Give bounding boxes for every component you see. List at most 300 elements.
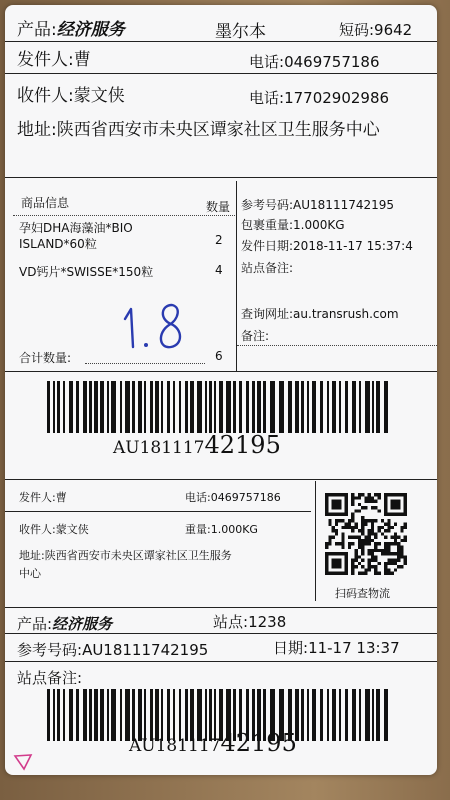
qr-module	[377, 496, 380, 499]
qr-module	[371, 496, 374, 499]
qr-module	[332, 503, 335, 506]
qr-module	[361, 552, 364, 555]
qr-module	[328, 536, 331, 539]
qr-module	[387, 523, 390, 526]
qr-module	[374, 542, 377, 545]
qr-module	[371, 506, 374, 509]
footer-station-label: 站点:	[213, 613, 249, 631]
stub-address-line2: 中心	[19, 567, 41, 580]
qr-caption: 扫码查物流	[335, 587, 390, 600]
qr-module	[325, 572, 328, 575]
footer-ref: AU18111742195	[82, 641, 209, 659]
qr-module	[391, 506, 394, 509]
qr-module	[332, 529, 335, 532]
qr-module	[391, 542, 394, 545]
qr-module	[397, 542, 400, 545]
qr-module	[384, 572, 387, 575]
qr-module	[325, 506, 328, 509]
qr-module	[397, 565, 400, 568]
stub-receiver-name: 蒙文侠	[55, 523, 89, 536]
dotted-divider	[237, 345, 437, 346]
qr-module	[374, 572, 377, 575]
qr-module	[328, 513, 331, 516]
qr-module	[332, 562, 335, 565]
qr-module	[345, 506, 348, 509]
qr-module	[397, 513, 400, 516]
item-2-name: VD钙片*SWISSE*150粒	[19, 265, 154, 279]
stub-phone: 0469757186	[210, 491, 281, 504]
qr-module	[377, 572, 380, 575]
qr-module	[345, 496, 348, 499]
qr-module	[394, 568, 397, 571]
qr-module	[364, 572, 367, 575]
qr-module	[325, 513, 328, 516]
qr-module	[348, 545, 351, 548]
qr-module	[371, 526, 374, 529]
sender-label: 发件人:	[17, 50, 74, 70]
qr-module	[364, 536, 367, 539]
qr-module	[358, 493, 361, 496]
qr-module	[384, 536, 387, 539]
stub-weight-label: 重量:	[185, 523, 211, 536]
footer-product-label: 产品:	[17, 615, 53, 633]
qr-module	[335, 513, 338, 516]
sender-phone-label: 电话:	[249, 53, 285, 71]
station-note-label: 站点备注:	[241, 261, 294, 275]
qr-module	[404, 536, 407, 539]
qr-module	[364, 519, 367, 522]
qr-module	[387, 572, 390, 575]
qr-module	[338, 542, 341, 545]
qr-module	[348, 519, 351, 522]
receiver-phone-field	[249, 87, 389, 108]
qr-module	[328, 539, 331, 542]
stub-sender-label: 发件人:	[19, 491, 56, 504]
qr-module	[325, 542, 328, 545]
qr-module	[335, 523, 338, 526]
qr-module	[374, 555, 377, 558]
qr-module	[374, 500, 377, 503]
stub-weight: 1.000KG	[210, 523, 258, 536]
qr-module	[384, 500, 387, 503]
footer-station-note-label: 站点备注:	[17, 669, 83, 687]
qr-module	[325, 503, 328, 506]
qr-module	[391, 513, 394, 516]
qr-module	[351, 493, 354, 496]
barcode-gap	[388, 689, 392, 741]
qr-module	[371, 539, 374, 542]
qr-module	[355, 565, 358, 568]
qr-module	[338, 493, 341, 496]
stub-weight-field	[185, 521, 258, 537]
qr-module	[351, 519, 354, 522]
footer-date-label: 日期:	[273, 639, 309, 657]
qr-module	[387, 559, 390, 562]
qr-module	[332, 565, 335, 568]
qr-module	[341, 542, 344, 545]
footer-date-field	[273, 637, 400, 658]
qr-module	[387, 549, 390, 552]
stub-receiver-label: 收件人:	[19, 523, 56, 536]
qr-module	[391, 562, 394, 565]
qr-module	[381, 532, 384, 535]
item-1-qty: 2	[215, 233, 223, 247]
qr-module	[394, 536, 397, 539]
stub-sender-name: 曹	[55, 491, 67, 504]
qr-module	[368, 519, 371, 522]
qr-module	[345, 509, 348, 512]
divider	[5, 177, 437, 178]
barcode-1-text	[113, 431, 281, 459]
qr-module	[400, 565, 403, 568]
qr-module	[335, 506, 338, 509]
qr-module	[391, 559, 394, 562]
qr-module	[345, 565, 348, 568]
qr-module	[387, 562, 390, 565]
qr-module	[358, 545, 361, 548]
column-divider	[315, 481, 316, 601]
qr-module	[400, 513, 403, 516]
qr-module	[351, 503, 354, 506]
qr-module	[328, 493, 331, 496]
qr-module	[335, 529, 338, 532]
qr-module	[338, 519, 341, 522]
qr-module	[384, 545, 387, 548]
qr-module	[384, 565, 387, 568]
pink-mark-icon	[12, 752, 34, 772]
qr-module	[387, 493, 390, 496]
qr-module	[358, 572, 361, 575]
qr-module	[364, 500, 367, 503]
item-1-name-line1: 孕妇DHA海藻油*BIO	[19, 221, 133, 235]
qr-code[interactable]	[325, 493, 407, 575]
qr-module	[374, 549, 377, 552]
sender-phone-field	[249, 51, 380, 72]
dotted-divider	[13, 215, 235, 216]
total-label: 合计数量:	[19, 351, 72, 365]
qr-module	[345, 503, 348, 506]
qr-module	[377, 562, 380, 565]
qr-module	[351, 500, 354, 503]
qr-module	[368, 529, 371, 532]
qr-module	[371, 559, 374, 562]
remark-label: 备注:	[241, 329, 270, 343]
barcode-bar	[384, 381, 388, 433]
qr-module	[328, 523, 331, 526]
qr-module	[348, 523, 351, 526]
qr-module	[361, 559, 364, 562]
qr-module	[387, 526, 390, 529]
qr-module	[397, 549, 400, 552]
qr-module	[384, 562, 387, 565]
qr-module	[361, 493, 364, 496]
qr-module	[400, 552, 403, 555]
stub-address-value: 陕西省西安市未央区谭家社区卫生服务	[44, 549, 232, 562]
qr-module	[368, 565, 371, 568]
qr-module	[377, 509, 380, 512]
stub-phone-field	[185, 489, 281, 505]
qr-module	[345, 572, 348, 575]
shipping-label	[5, 5, 437, 775]
qr-module	[400, 526, 403, 529]
divider	[5, 511, 311, 512]
qr-module	[355, 559, 358, 562]
qr-module	[338, 565, 341, 568]
qr-module	[400, 529, 403, 532]
qr-module	[351, 496, 354, 499]
qr-module	[345, 526, 348, 529]
receiver-name: 蒙文侠	[73, 86, 125, 106]
qr-module	[391, 552, 394, 555]
qr-module	[358, 496, 361, 499]
qr-module	[332, 559, 335, 562]
qr-module	[325, 562, 328, 565]
qr-module	[355, 496, 358, 499]
product-label: 产品:	[17, 20, 57, 40]
qr-module	[335, 500, 338, 503]
qr-module	[351, 562, 354, 565]
qr-module	[404, 523, 407, 526]
item-1-name-line2: ISLAND*60粒	[19, 237, 97, 251]
qr-module	[335, 552, 338, 555]
qr-module	[381, 552, 384, 555]
qr-module	[371, 532, 374, 535]
qr-module	[404, 513, 407, 516]
qr-module	[338, 552, 341, 555]
qr-module	[397, 506, 400, 509]
barcode-1	[47, 381, 388, 433]
qr-module	[364, 523, 367, 526]
qr-module	[361, 529, 364, 532]
qr-module	[374, 559, 377, 562]
qr-module	[361, 542, 364, 545]
barcode-1-text-small: AU181117	[113, 438, 205, 458]
qr-module	[338, 562, 341, 565]
sender-field	[17, 45, 91, 70]
qr-module	[358, 503, 361, 506]
qr-module	[332, 513, 335, 516]
qr-module	[384, 496, 387, 499]
qr-module	[351, 559, 354, 562]
qr-module	[364, 568, 367, 571]
qr-module	[351, 529, 354, 532]
qr-module	[348, 542, 351, 545]
qr-module	[364, 506, 367, 509]
qr-module	[394, 503, 397, 506]
qr-module	[341, 519, 344, 522]
qr-module	[351, 513, 354, 516]
qty-header: 数量	[206, 200, 231, 214]
qr-module	[361, 532, 364, 535]
divider	[5, 73, 437, 74]
qr-module	[345, 500, 348, 503]
qr-module	[355, 509, 358, 512]
address-label: 地址:	[17, 120, 57, 140]
qr-module	[377, 526, 380, 529]
qr-module	[397, 552, 400, 555]
qr-module	[341, 572, 344, 575]
qr-module	[335, 565, 338, 568]
stub-phone-label: 电话:	[185, 491, 211, 504]
qr-module	[374, 536, 377, 539]
qr-module	[351, 565, 354, 568]
qr-module	[328, 572, 331, 575]
stub-sender-field	[19, 489, 67, 505]
qr-module	[361, 526, 364, 529]
footer-station-field	[213, 611, 286, 632]
receiver-phone-label: 电话:	[249, 89, 285, 107]
qr-module	[404, 493, 407, 496]
qr-module	[341, 539, 344, 542]
qr-module	[351, 542, 354, 545]
qr-module	[345, 559, 348, 562]
dotted-divider	[85, 363, 205, 364]
qr-module	[371, 519, 374, 522]
stub-receiver-field	[19, 521, 89, 537]
qr-module	[374, 565, 377, 568]
qr-module	[394, 552, 397, 555]
qr-module	[355, 555, 358, 558]
qr-module	[400, 555, 403, 558]
qr-module	[361, 565, 364, 568]
qr-module	[355, 536, 358, 539]
footer-ref-label: 参考号码:	[17, 641, 83, 659]
qr-module	[387, 513, 390, 516]
barcode-2-text-small: AU181117	[129, 736, 221, 756]
footer-product-field	[17, 613, 112, 634]
qr-module	[325, 565, 328, 568]
barcode-2-text	[129, 729, 297, 757]
qr-module	[377, 529, 380, 532]
weight-value: 1.000KG	[293, 218, 345, 232]
qr-module	[332, 552, 335, 555]
qr-module	[335, 542, 338, 545]
weight-field	[241, 216, 345, 233]
qr-module	[400, 539, 403, 542]
ref-value: AU1811174219​5	[293, 198, 395, 212]
qr-module	[325, 545, 328, 548]
qr-module	[397, 555, 400, 558]
date-label: 发件日期:	[241, 239, 294, 253]
qr-module	[397, 493, 400, 496]
qr-module	[371, 500, 374, 503]
date-value: 2018-11-17 15:37:4	[293, 239, 413, 253]
qr-module	[325, 555, 328, 558]
qr-module	[387, 542, 390, 545]
qr-module	[368, 542, 371, 545]
qr-module	[348, 526, 351, 529]
qr-module	[361, 549, 364, 552]
qr-module	[328, 519, 331, 522]
partner-city: 墨尔本	[215, 22, 266, 42]
goods-header: 商品信息	[21, 196, 70, 210]
qr-module	[364, 542, 367, 545]
qr-module	[391, 572, 394, 575]
qr-module	[335, 562, 338, 565]
qr-module	[404, 539, 407, 542]
qr-module	[332, 536, 335, 539]
qr-module	[358, 529, 361, 532]
qr-module	[384, 506, 387, 509]
footer-date: 11-17 13:37	[308, 639, 400, 657]
qr-module	[377, 549, 380, 552]
address-value: 陕西省西安市未央区谭家社区卫生服务中心	[56, 120, 380, 140]
qr-module	[374, 519, 377, 522]
receiver-field	[17, 81, 125, 106]
qr-module	[397, 545, 400, 548]
sender-name: 曹	[73, 50, 91, 70]
qr-module	[332, 493, 335, 496]
qr-module	[355, 549, 358, 552]
qr-module	[358, 562, 361, 565]
qr-module	[404, 509, 407, 512]
ref-field	[241, 196, 394, 213]
qr-module	[361, 519, 364, 522]
qr-module	[371, 523, 374, 526]
qr-module	[374, 493, 377, 496]
qr-module	[345, 552, 348, 555]
qr-module	[374, 568, 377, 571]
footer-station: 1238	[248, 613, 287, 631]
qr-module	[404, 500, 407, 503]
qr-module	[351, 516, 354, 519]
qr-module	[341, 552, 344, 555]
qr-module	[361, 572, 364, 575]
receiver-address-field	[17, 115, 380, 140]
qr-module	[381, 549, 384, 552]
qr-module	[325, 496, 328, 499]
qr-module	[384, 509, 387, 512]
qr-module	[345, 562, 348, 565]
qr-module	[361, 506, 364, 509]
stub-address-line1	[19, 547, 232, 563]
qr-module	[368, 549, 371, 552]
receiver-phone: 17702902986	[284, 89, 390, 107]
receiver-label: 收件人:	[17, 86, 74, 106]
qr-module	[384, 503, 387, 506]
qr-module	[384, 493, 387, 496]
qr-module	[358, 539, 361, 542]
qr-module	[404, 555, 407, 558]
qr-module	[397, 536, 400, 539]
qr-module	[368, 536, 371, 539]
qr-module	[358, 542, 361, 545]
product-value: 经济服务	[56, 20, 125, 40]
qr-module	[325, 509, 328, 512]
ref-label: 参考号码:	[241, 198, 294, 212]
qr-module	[325, 559, 328, 562]
qr-module	[391, 526, 394, 529]
qr-module	[325, 552, 328, 555]
qr-module	[387, 545, 390, 548]
qr-module	[338, 503, 341, 506]
qr-module	[374, 532, 377, 535]
query-field	[241, 305, 399, 322]
query-label: 查询网址:	[241, 307, 294, 321]
sender-phone: 0469757186	[284, 53, 380, 71]
qr-module	[374, 545, 377, 548]
qr-module	[381, 519, 384, 522]
qr-module	[364, 496, 367, 499]
qr-module	[335, 519, 338, 522]
qr-module	[400, 545, 403, 548]
qr-module	[394, 542, 397, 545]
qr-module	[391, 500, 394, 503]
short-code: 短码:9642	[339, 21, 413, 39]
qr-module	[361, 545, 364, 548]
qr-module	[400, 549, 403, 552]
qr-module	[404, 562, 407, 565]
